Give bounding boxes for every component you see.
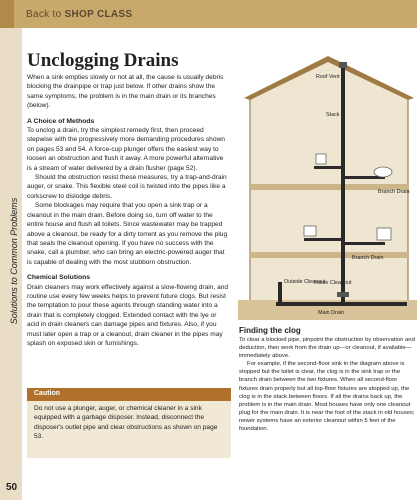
label-main-drain: Main Drain	[318, 310, 345, 316]
lower-branch-drain	[345, 242, 385, 245]
label-stack: Stack	[326, 112, 340, 118]
methods-paragraph-2: Should the obstruction resist these measures, try a trap-and-drain auger, or snake. This flexible steel coil is twisted into the pipes like a corkscrew to dislodge debris.	[27, 174, 227, 200]
upper-toilet-fixture	[374, 167, 392, 177]
header-band-accent	[0, 0, 14, 28]
figure-title: Finding the clog	[239, 326, 301, 335]
side-tab-label: Solutions to Common Problems	[9, 197, 19, 325]
side-tab	[0, 28, 22, 500]
plumbing-diagram	[238, 56, 417, 320]
upper-branch-drain	[314, 166, 344, 169]
roof-vent-cap	[339, 62, 347, 68]
page-title: Unclogging Drains	[27, 50, 179, 71]
label-outside-cleanout: Outside Cleanout	[284, 279, 326, 285]
main-column	[27, 73, 229, 348]
methods-heading: A Choice of Methods	[27, 117, 95, 125]
chemical-paragraph: Drain cleaners may work effectively against a slow-flowing drain, and routine use every few weeks helps to prevent future clogs. But resist the temptation to pour these agents through standing water into a drain that is completely clogged. Extended contact with the lye or acid in drain cleaners can damage pipes and fixtures. Also, if you must later open a trap or a cleanout, drain cleaner in the pipes may splash on exposed skin or furnishings.	[27, 283, 229, 347]
page-number: 50	[6, 482, 18, 493]
figure-caption-paragraph-1: To clear a blocked pipe, pinpoint the obstruction by observation and deduction, then work from the drain up—or cleanout, if available—immediately above.	[239, 337, 415, 360]
first-floor	[250, 252, 408, 258]
main-drain-pipe	[276, 302, 407, 306]
caution-box	[27, 388, 231, 458]
label-branch-drain-lower: Branch Drain	[352, 255, 384, 261]
lower-fixture	[377, 228, 391, 240]
methods-paragraph-1: To unclog a drain, try the simplest remedy first, then proceed stepwise with the progressively more demanding procedures shown on pages 53 and 54. A force-cup plunger offers the easiest way to loosen an obstruction and flush it away. A more powerful alternative is a stream of water delivered by a drain flusher (page 52).	[27, 127, 225, 172]
running-header[interactable]	[26, 9, 132, 20]
lower-sink-fixture	[304, 226, 316, 236]
stack-pipe	[341, 66, 345, 304]
header-prefix: Back to	[26, 9, 65, 20]
outside-cleanout-pipe	[278, 282, 282, 304]
header-section: SHOP CLASS	[64, 9, 133, 20]
upper-sink-fixture	[316, 154, 326, 164]
caution-label: Caution	[27, 388, 231, 401]
label-roof-vent: Roof Vent	[316, 74, 340, 80]
intro-paragraph: When a sink empties slowly or not at all, the cause is usually debris blocking the drainpipe or trap just below. If other drains show the same symptoms, the problem is in the main drain or its branches (below).	[27, 74, 224, 110]
label-inside-cleanout: Inside Cleanout	[314, 280, 352, 286]
label-branch-drain-upper: Branch Drain	[378, 189, 410, 195]
methods-paragraph-3: Some blockages may require that you open a sink trap or a cleanout in the main drain. Before doing so, turn off water to the entire house and flush all toilets. Since wastewater may be trapped above a cleanout, be ready for a dirty torrent as you remove the plug that seals the cleanout opening. If you have no success with the snake, call a plumber, who can bring an electric-powered auger that is capable of dealing with the most stubborn obstruction.	[27, 202, 228, 266]
caution-text: Do not use a plunger, auger, or chemical cleaner in a sink equipped with a garbage disposer. Instead, disconnect the disposer's outlet pipe and clear obstructions as shown on page 53.	[34, 405, 218, 441]
lower-branch-drain-left	[304, 238, 342, 241]
chemical-heading: Chemical Solutions	[27, 274, 91, 282]
figure-caption	[239, 336, 415, 433]
inside-cleanout-plug	[337, 292, 349, 297]
figure-caption-paragraph-2: For example, if the second-floor sink in the diagram above is stopped but the toilet is clear, the clog is in the sink trap or the branch drain between the two fixtures. When all second-floor fixtures drain properly but all top-floor fixtures are stopped up, the clog is in the stack between floors. If all the drains back up, the problem is in the main drain. Most houses have only one cleanout plug for the main drain. It is near the foot of the stack in old houses; newer systems have an exterior cleanout within 5 feet of the foundation.	[239, 361, 415, 433]
